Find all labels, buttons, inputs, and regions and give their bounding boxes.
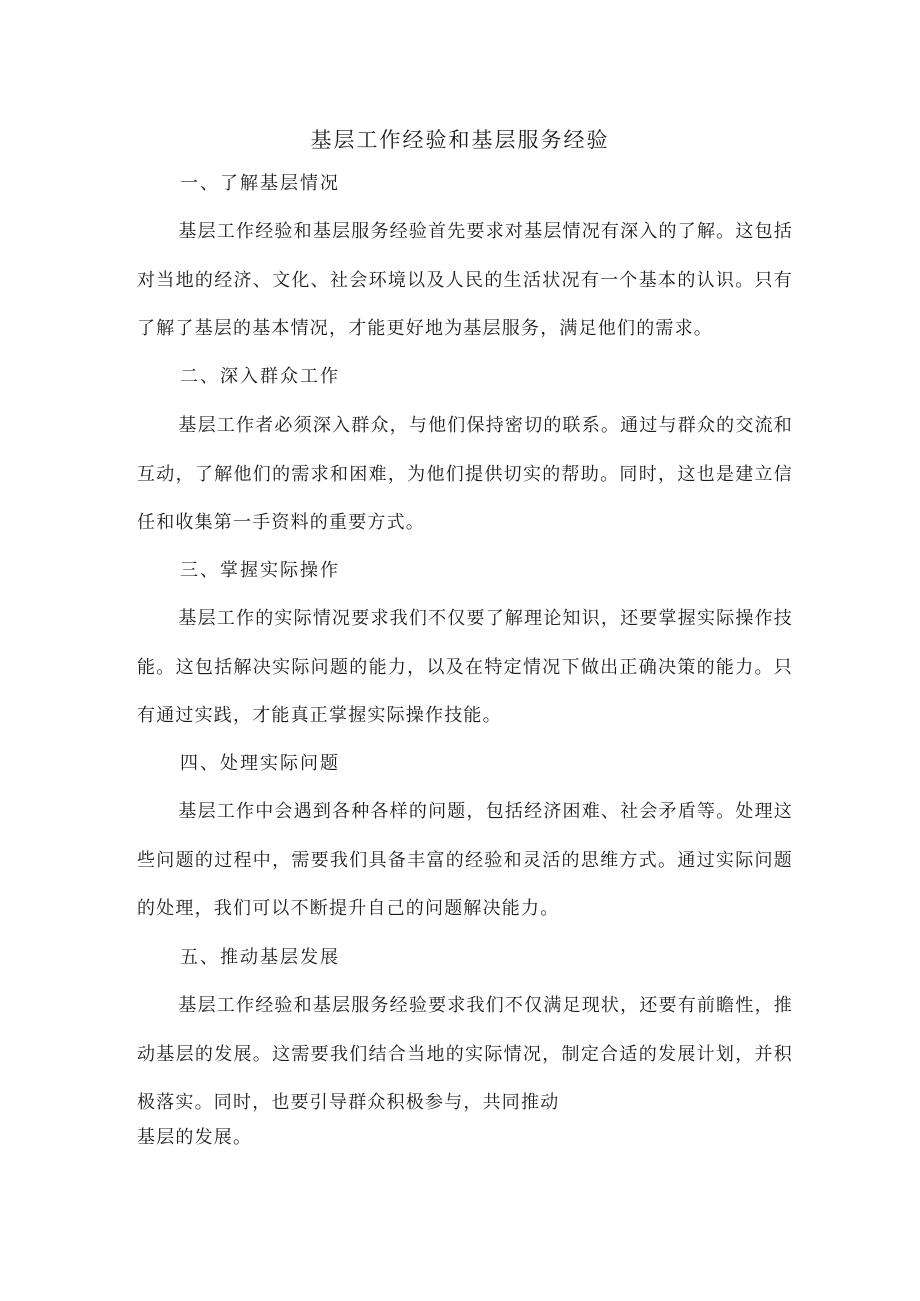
section-2-paragraph: 基层工作者必须深入群众，与他们保持密切的联系。通过与群众的交流和互动，了解他们的需求和困难，为他们提供切实的帮助。同时，这也是建立信任和收集第一手资料的重要方式。	[137, 415, 793, 533]
section-5-paragraph: 基层工作经验和基层服务经验要求我们不仅满足现状，还要有前瞻性，推动基层的发展。这需要我们结合当地的实际情况，制定合适的发展计划，并积极落实。同时，也要引导群众积极参与，共同推动	[137, 995, 793, 1113]
section-3-heading: 三、掌握实际操作	[180, 560, 340, 581]
section-3-paragraph: 基层工作的实际情况要求我们不仅要了解理论知识，还要掌握实际操作技能。这包括解决实际问题的能力，以及在特定情况下做出正确决策的能力。只有通过实践，才能真正掌握实际操作技能。	[137, 608, 793, 726]
section-5-paragraph-tail: 基层的发展。	[137, 1127, 253, 1148]
section-4-heading: 四、处理实际问题	[180, 753, 340, 774]
section-2-heading: 二、深入群众工作	[180, 366, 340, 387]
document-title: 基层工作经验和基层服务经验	[310, 128, 610, 152]
section-4-paragraph: 基层工作中会遇到各种各样的问题，包括经济困难、社会矛盾等。处理这些问题的过程中，需要我们具备丰富的经验和灵活的思维方式。通过实际问题的处理，我们可以不断提升自己的问题解决能力。	[137, 801, 793, 919]
section-5-heading: 五、推动基层发展	[180, 947, 340, 968]
section-1-paragraph: 基层工作经验和基层服务经验首先要求对基层情况有深入的了解。这包括对当地的经济、文化、社会环境以及人民的生活状况有一个基本的认识。只有了解了基层的基本情况，才能更好地为基层服务，满足他们的需求。	[137, 221, 793, 339]
section-1-heading: 一、了解基层情况	[180, 173, 340, 194]
